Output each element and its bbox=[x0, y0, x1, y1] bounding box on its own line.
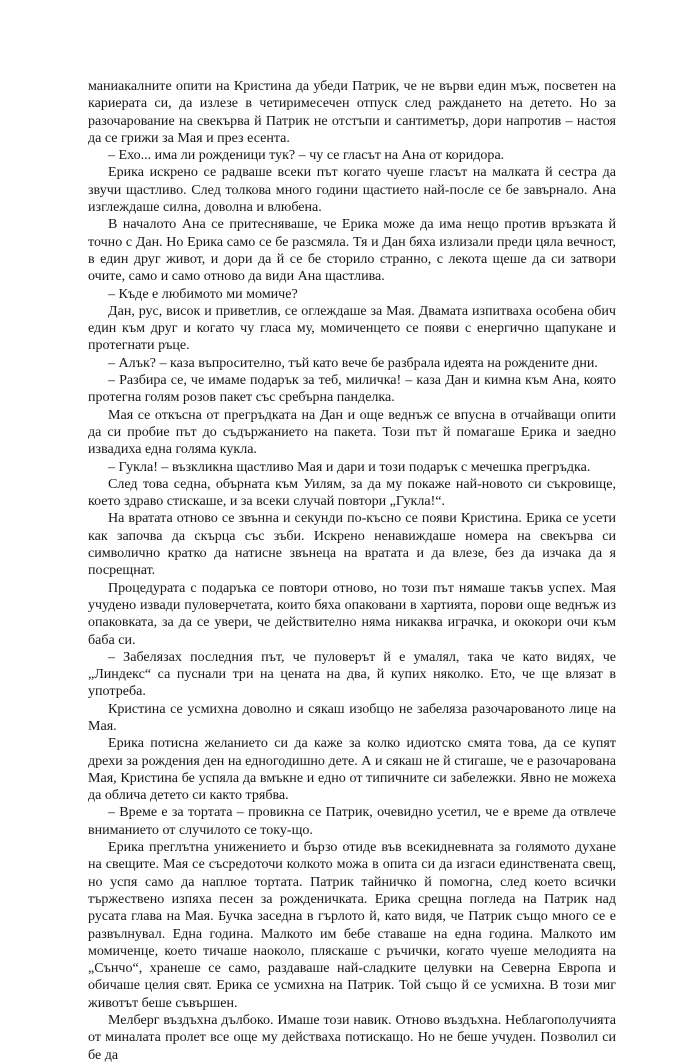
paragraph: Мая се откъсна от прегръдката на Дан и още веднъж се впусна в отчайващи опити да си пробие път до съдържанието на пакета. Този път й помагаше Ерика и заедно извадиха една голяма кукла. bbox=[88, 406, 616, 458]
paragraph: – Алък? – каза въпросително, тъй като вече бе разбрала идеята на рождените дни. bbox=[108, 354, 598, 371]
paragraph: На вратата отново се звънна и секунди по-късно се появи Кристина. Ерика се усети как започва да скърца със зъби. Искрено ненавиждаше номера на свекърва си символично кратко да натисне звънеца на вратата и да влезе, без да изчака да я посрещнат. bbox=[88, 510, 616, 579]
paragraph: – Гукла! – възкликна щастливо Мая и дари и този подарък с мечешка прегръдка. bbox=[108, 458, 591, 475]
paragraph: – Време е за тортата – провикна се Патрик, очевидно усетил, че е време да отвлече вниманието от случилото се току-що. bbox=[88, 804, 616, 838]
paragraph: Процедурата с подаръка се повтори отново, но този път нямаше такъв успех. Мая учудено извади пуловерчетата, които бяха опаковани в хартията, порови още веднъж из опаковката, за да се увери, че действително няма никаква играчка, и ококори очи към баба си. bbox=[88, 579, 616, 648]
paragraph: Ерика потисна желанието си да каже за колко идиотско смята това, да се купят дрехи за рождения ден на едногодишно дете. А и сякаш не й стигаше, че е разочарована Мая, Кристина бе успяла да вмъкне и едно от типичните си забележки. Явно не можеха да облича детето си както трябва. bbox=[88, 735, 616, 804]
paragraph: маниакалните опити на Кристина да убеди Патрик, че не върви един мъж, посветен на кариерата си, да излезе в четиримесечен отпуск след раждането на детето. Но за разочарование на свекърва й Патрик не отстъпи и сантиметър, дори напротив – настоя да се грижи за Мая и през есента. bbox=[88, 78, 616, 146]
paragraph: След това седна, обърната към Уилям, за да му покаже най-новото си съкровище, което здраво стискаше, и за всеки случай повтори „Гукла!“. bbox=[88, 475, 616, 510]
paragraph: – Забелязах последния път, че пуловерът й е умалял, така че като видях, че „Линдекс“ са пуснали три на цената на два, й купих няколко. Ето, че ще влязат в употреба. bbox=[88, 648, 616, 700]
paragraph: Кристина се усмихна доволно и сякаш изобщо не забеляза разочарованото лице на Мая. bbox=[88, 700, 616, 734]
paragraph: Мелберг въздъхна дълбоко. Имаше този навик. Отново въздъхна. Неблагополучията от миналата пролет все още му действаха потискащо. Но не беше учуден. Позволил си бе да bbox=[88, 1012, 616, 1063]
paragraph: Ерика преглътна унижението и бързо отиде във всекидневната за голямото духане на свещите. Мая се съсредоточи колкото можа в опита си да изгаси единствената свещ, но успя само да наплюе тортата. Патрик тайничко й помогна, след което всички тържествено изпяха песен за рожденичката. Ерика срещна погледа на Патрик над русата глава на Мая. Бучка заседна в гърлото й, като видя, че Патрик също много се е развълнувал. Една година. Малкото им бебе ставаше на една година. Малкото им момиченце, което тичаше наоколо, пляскаше с ръчички, когато чуеше мелодията на „Сънчо“, хранеше се само, раздаваше най-сладките целувки на Северна Европа и обичаше целия свят. Ерика се усмихна на Патрик. Той също й се усмихна. В този миг животът беше съвършен. bbox=[88, 839, 616, 1011]
paragraph: – Къде е любимото ми момиче? bbox=[108, 285, 298, 302]
paragraph: Дан, рус, висок и приветлив, се оглеждаше за Мая. Двамата изпитваха особена обич един към друг и когато чу гласа му, момиченцето се появи с енергично щапукане и протегнати ръце. bbox=[88, 302, 616, 354]
paragraph: – Разбира се, че имаме подарък за теб, миличка! – каза Дан и кимна към Ана, която протегна голям розов пакет със сребърна панделка. bbox=[88, 372, 616, 406]
paragraph: Ерика искрено се радваше всеки път когато чуеше гласът на малката й сестра да звучи щастливо. След толкова много години щастието най-после се бе завърнало. Ана изглеждаше силна, доволна и влюбена. bbox=[88, 164, 616, 216]
paragraph: – Ехо... има ли рожденици тук? – чу се гласът на Ана от коридора. bbox=[108, 147, 505, 164]
paragraph: В началото Ана се притесняваше, че Ерика може да има нещо против връзката й точно с Дан. Но Ерика само се бе разсмяла. Тя и Дан бяха излизали преди цяла вечност, в един друг живот, и дори да й се бе сторило странно, с лекота щеше да си затвори очите, само и само отново да види Ана щастлива. bbox=[88, 216, 616, 285]
document-page bbox=[88, 78, 616, 1064]
